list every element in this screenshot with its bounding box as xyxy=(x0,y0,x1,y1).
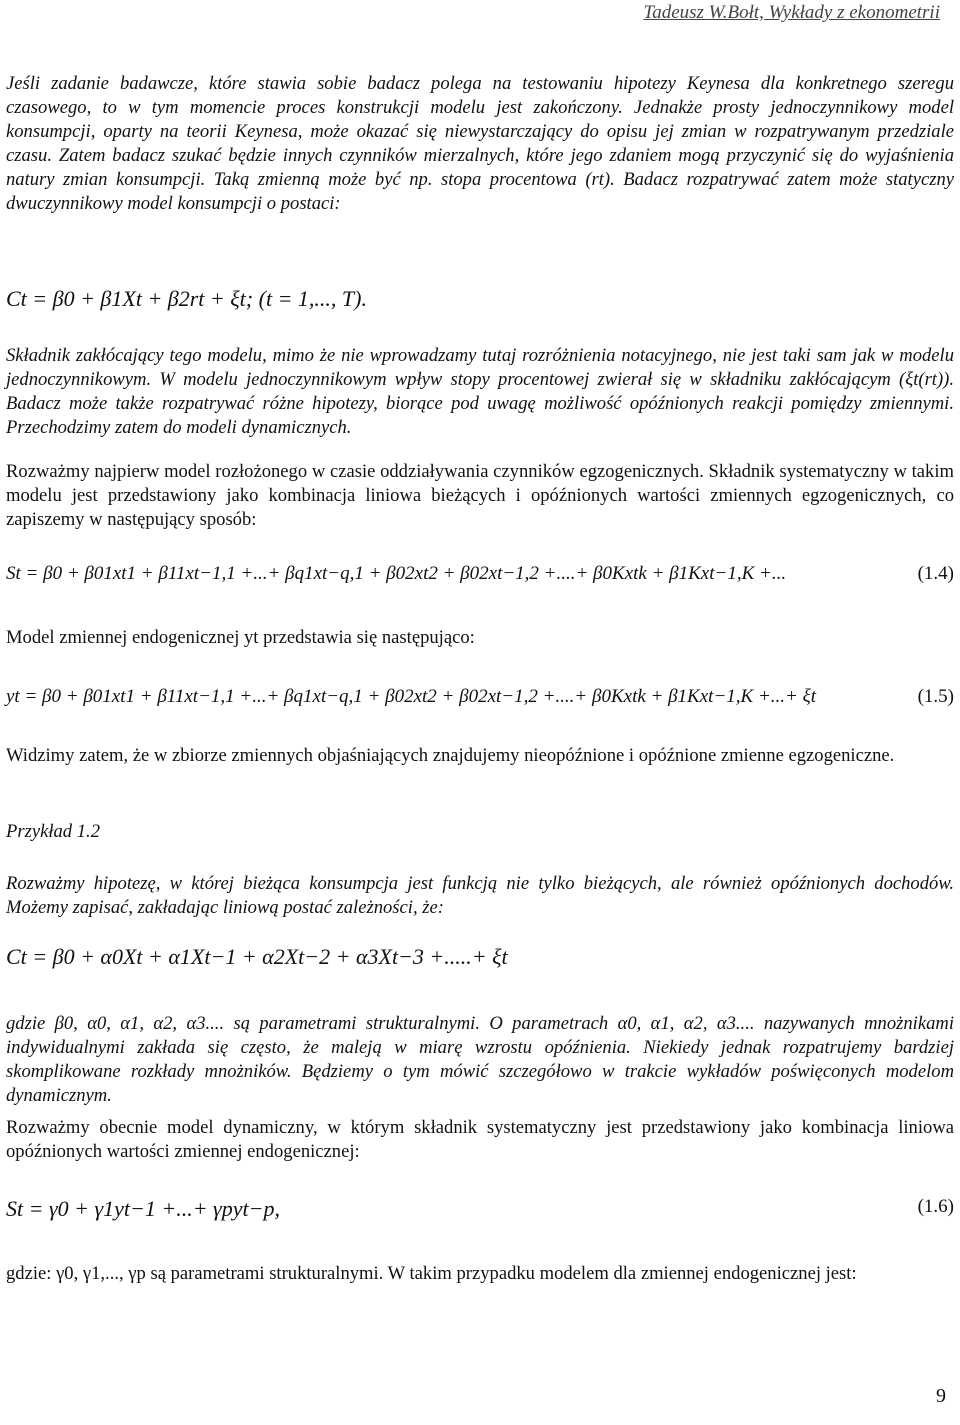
paragraph-intro: Jeśli zadanie badawcze, które stawia sobie badacz polega na testowaniu hipotezy Keynesa dla konkretnego szeregu czasowego, to w tym momencie proces konstrukcji modelu jest zakończony. Jednakże prosty jednoczynnikowy model konsumpcji, oparty na teorii Keynesa, może okazać się niewystarczający do opisu jej zmian w rozpatrywanym przedziale czasu. Zatem badacz szukać będzie innych czynników mierzalnych, które jego zdaniem mogą przyczynić się do wyjaśnienia natury zmian konsumpcji. Taką zmienną może być np. stopa procentowa (rt). Badacz rozpatrywać zatem może statyczny dwuczynnikowy model konsumpcji o postaci: xyxy=(6,73,954,214)
equation-example: Ct = β0 + α0Xt + α1Xt−1 + α2Xt−2 + α3Xt−3 +.....+ ξt xyxy=(6,944,508,969)
equation-1-5 xyxy=(6,686,954,708)
equation-number-1-4: (1.4) xyxy=(917,563,954,584)
paragraph-disturbance: Składnik zakłócający tego modelu, mimo że nie wprowadzamy tutaj rozróżnienia notacyjnego, nie jest taki sam jak w modelu jednoczynnikowym. W modelu jednoczynnikowym wpływ stopy procentowej zwierał się w składniku zakłócającym (ξt(rt)). Badacz może także rozpatrywać różne hipotezy, biorące pod uwagę możliwość opóźnionych reakcji pomiędzy zmiennymi. Przechodzimy zatem do modeli dynamicznych. xyxy=(6,345,954,438)
equation-number-1-6: (1.6) xyxy=(917,1196,954,1217)
equation-number-1-5: (1.5) xyxy=(917,686,954,707)
paragraph-conclusion: Widzimy zatem, że w zbiorze zmiennych objaśniających znajdujemy nieopóźnione i opóźnione zmienne egzogeniczne. xyxy=(6,745,895,766)
paragraph-multipliers: gdzie β0, α0, α1, α2, α3.... są parametrami strukturalnymi. O parametrach α0, α1, α2, α3.... nazywanych mnożnikami indywidualnymi zakłada się często, że maleją w miarę wzrostu opóźnienia. Niekiedy jednak rozpatrujemy bardziej skomplikowane rozkłady mnożników. Będziemy o tym mówić szczegółowo w trakcie wykładów poświęconych modelom dynamicznym. xyxy=(6,1013,954,1106)
equation-1-6-body: St = γ0 + γ1yt−1 +...+ γpyt−p, xyxy=(6,1196,280,1221)
paragraph-dynamic-model: Rozważmy obecnie model dynamiczny, w którym składnik systematyczny jest przedstawiony jako kombinacja liniowa opóźnionych wartości zmiennej endogenicznej: xyxy=(6,1117,954,1162)
paragraph-distributed-lag: Rozważmy najpierw model rozłożonego w czasie oddziaływania czynników egzogenicznych. Składnik systematyczny w takim modelu jest przedstawiony jako kombinacja liniowa bieżących i opóźnionych wartości zmiennych egzogenicznych, co zapiszemy w następujący sposób: xyxy=(6,461,954,530)
equation-static-model: Ct = β0 + β1Xt + β2rt + ξt; (t = 1,..., T). xyxy=(6,286,367,311)
example-heading: Przykład 1.2 xyxy=(6,821,100,842)
page-number: 9 xyxy=(936,1385,946,1407)
equation-1-4-body: St = β0 + β01xt1 + β11xt−1,1 +...+ βq1xt−q,1 + β02xt2 + β02xt−1,2 +....+ β0Kxtk + β1Kxt−1,K +... xyxy=(6,563,787,584)
paragraph-endogenous-model: Model zmiennej endogenicznej yt przedstawia się następująco: xyxy=(6,627,475,648)
paragraph-example-hypothesis: Rozważmy hipotezę, w której bieżąca konsumpcja jest funkcją nie tylko bieżących, ale również opóźnionych dochodów. Możemy zapisać, zakładając liniową postać zależności, że: xyxy=(6,873,954,918)
equation-1-4 xyxy=(6,563,954,585)
equation-1-5-body: yt = β0 + β01xt1 + β11xt−1,1 +...+ βq1xt−q,1 + β02xt2 + β02xt−1,2 +....+ β0Kxtk + β1Kxt−1,K +...+ ξt xyxy=(6,686,816,707)
running-header: Tadeusz W.Bołt, Wykłady z ekonometrii xyxy=(643,2,940,23)
paragraph-parameters: gdzie: γ0, γ1,..., γp są parametrami strukturalnymi. W takim przypadku modelem dla zmiennej endogenicznej jest: xyxy=(6,1263,857,1284)
equation-1-6 xyxy=(6,1196,954,1222)
